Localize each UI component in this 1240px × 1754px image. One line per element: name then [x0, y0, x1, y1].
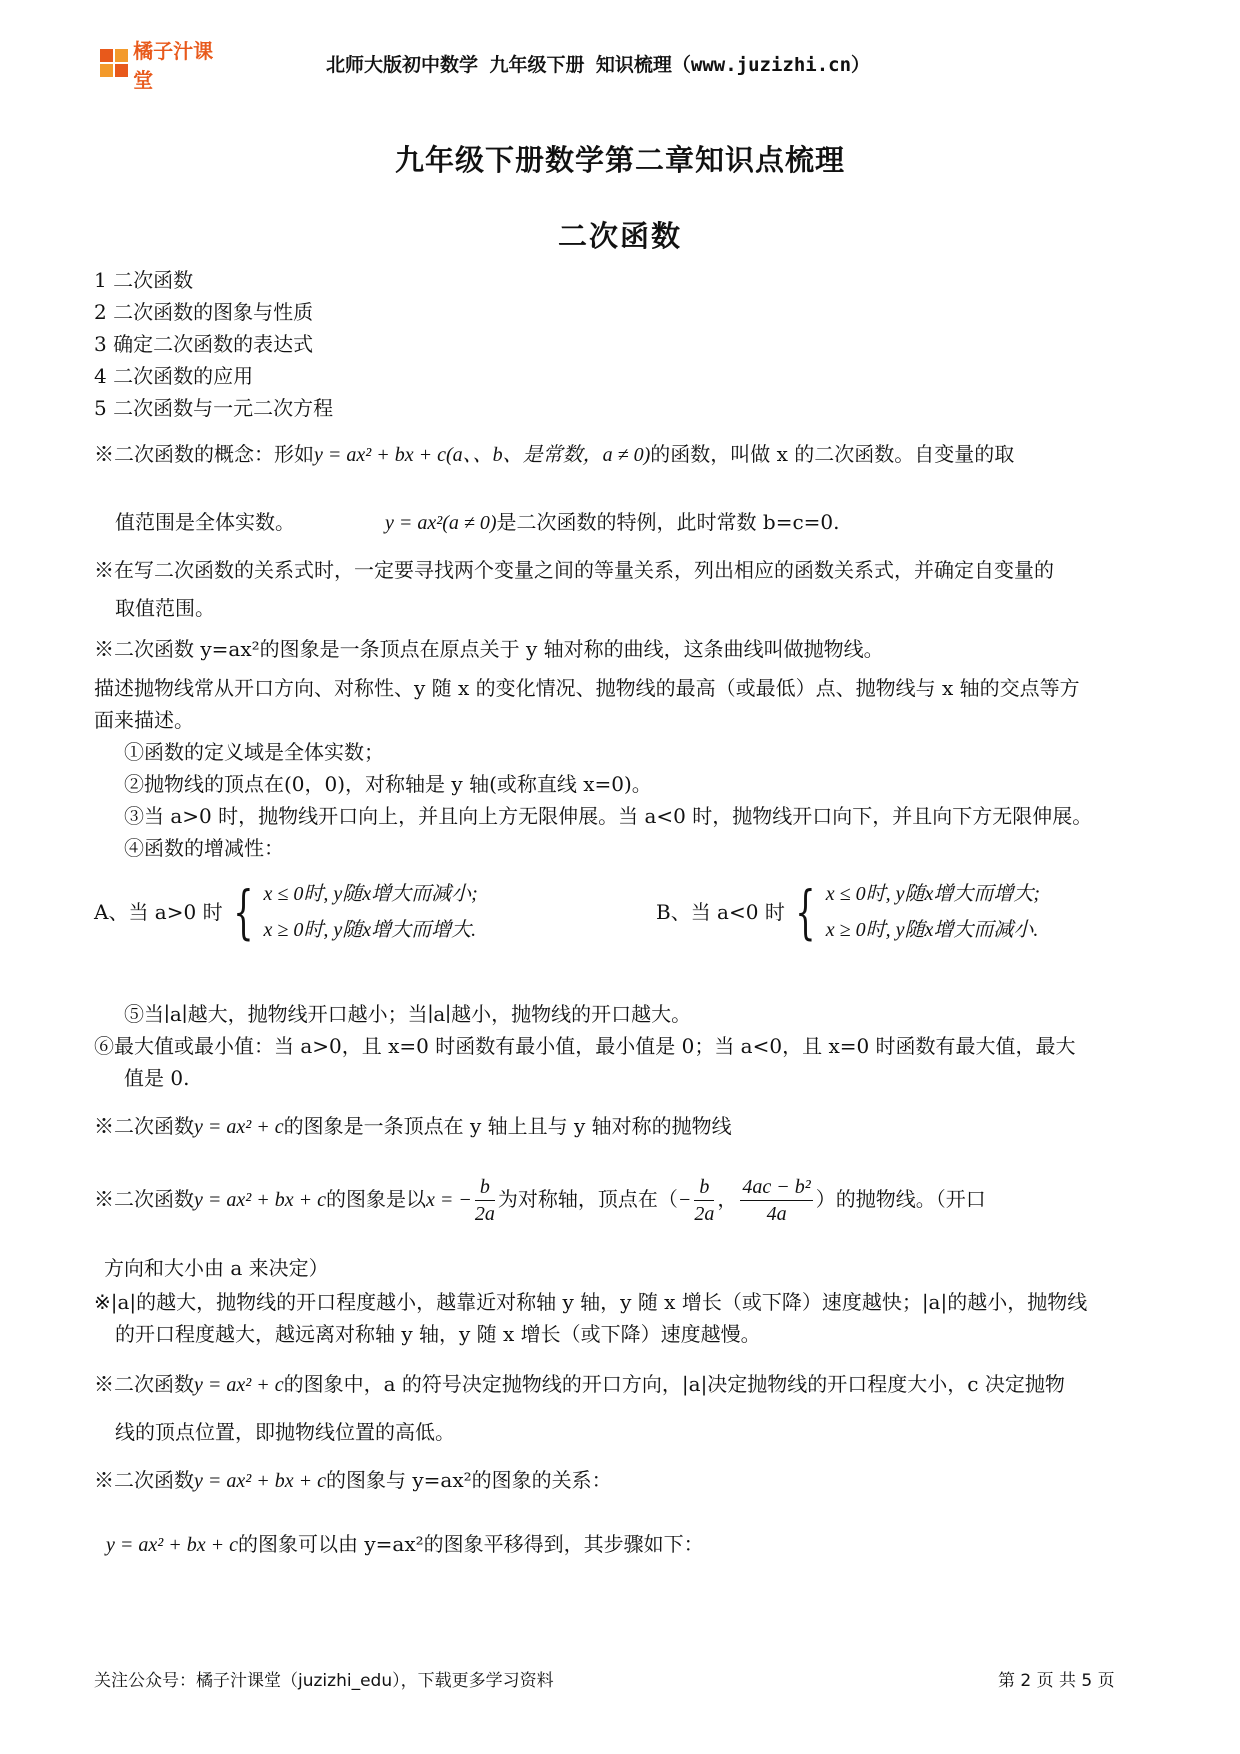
sign-note: ※二次函数y = ax² + c的图象中，a 的符号决定抛物线的开口方向，|a|决定抛物线的开口程度大小，c 决定抛物	[94, 1372, 1065, 1396]
concept-formula: y = ax² + bx + c(a、、b、是常数，a ≠ 0)	[314, 444, 651, 466]
toc-item: 2 二次函数的图象与性质	[94, 300, 314, 324]
yaxc-line: ※二次函数y = ax² + c的图象是一条顶点在 y 轴上且与 y 轴对称的抛物线	[94, 1114, 732, 1138]
toc-item: 1 二次函数	[94, 268, 194, 292]
monotonic-case-b	[656, 876, 1040, 948]
toc-item: 5 二次函数与一元二次方程	[94, 396, 334, 420]
monotonic-case-a	[94, 876, 478, 948]
write-note: ※在写二次函数的关系式时，一定要寻找两个变量之间的等量关系，列出相应的函数关系式，并确定自变量的	[94, 558, 1054, 582]
case-b-label: B、当 a<0 时	[656, 900, 785, 924]
describe-text-cont: 面来描述。	[94, 708, 194, 732]
property-item: ⑤当∣a∣越大，抛物线开口越小；当∣a∣越小，抛物线的开口越大。	[124, 1002, 692, 1026]
describe-text: 描述抛物线常从开口方向、对称性、y 随 x 的变化情况、抛物线的最高（或最低）点、抛物线与 x 轴的交点等方	[94, 676, 1080, 700]
axis-fraction: $\frac{b}{2a}$	[474, 1176, 495, 1225]
page-title: 九年级下册数学第二章知识点梳理	[394, 143, 845, 177]
page-subtitle: 二次函数	[557, 219, 682, 253]
left-brace: {	[232, 878, 254, 946]
general-form-line: ※二次函数y = ax² + bx + c的图象是以x = − $\frac{b}{2a}$ 为对称轴，顶点在（− $\frac{b}{2a}$ ， $\frac{\text{4ac − b²}}{4a}$ ）的抛物线。（开口	[94, 1176, 986, 1225]
shift-line: y = ax² + bx + c的图象可以由 y=ax²的图象平移得到，其步骤如下：	[106, 1532, 704, 1556]
special-formula: y = ax²(a ≠ 0)	[385, 512, 497, 534]
page-number: 第 2 页 共 5 页	[998, 1671, 1115, 1691]
logo-icon	[100, 49, 129, 79]
abs-a-note: ※|a|的越大，抛物线的开口程度越小，越靠近对称轴 y 轴，y 随 x 增长（或下降）速度越快；|a|的越小，抛物线	[94, 1290, 1088, 1314]
header-title: 北师大版初中数学 九年级下册 知识梳理（www.juzizhi.cn）	[326, 54, 871, 76]
case-a-label: A、当 a>0 时	[94, 900, 223, 924]
case-a-line: x ≤ 0时, y随x增大而减小;	[263, 883, 478, 905]
case-b-line: x ≥ 0时, y随x增大而减小.	[825, 919, 1039, 941]
relation-line: ※二次函数y = ax² + bx + c的图象与 y=ax²的图象的关系：	[94, 1468, 612, 1492]
toc-item: 4 二次函数的应用	[94, 364, 254, 388]
property-item: ②抛物线的顶点在(0，0)，对称轴是 y 轴(或称直线 x=0)。	[124, 772, 652, 796]
write-note-cont: 取值范围。	[115, 596, 215, 620]
abs-a-note-cont: 的开口程度越大，越远离对称轴 y 轴，y 随 x 增长（或下降）速度越慢。	[115, 1322, 761, 1346]
vertex-y-fraction: $\frac{\text{4ac − b²}}{4a}$	[742, 1176, 811, 1225]
logo-text: 橘子汁课堂	[133, 39, 214, 92]
concept-line: ※二次函数的概念：形如y = ax² + bx + c(a、、b、是常数，a ≠ 0)的函数，叫做 x 的二次函数。自变量的取	[94, 442, 1015, 466]
footer-note: 关注公众号：橘子汁课堂（juzizhi_edu），下载更多学习资料	[94, 1671, 554, 1691]
concept-line-cont: 值范围是全体实数。 y = ax²(a ≠ 0)是二次函数的特例，此时常数 b=c=0.	[115, 510, 840, 534]
case-b-line: x ≤ 0时, y随x增大而增大;	[825, 883, 1041, 905]
parabola-definition: ※二次函数 y=ax²的图象是一条顶点在原点关于 y 轴对称的曲线，这条曲线叫做抛物线。	[94, 637, 884, 661]
logo	[100, 39, 230, 92]
property-item: ③当 a>0 时，抛物线开口向上，并且向上方无限伸展。当 a<0 时，抛物线开口向下，并且向下方无限伸展。	[124, 804, 1093, 828]
property-item-cont: 值是 0.	[124, 1066, 190, 1090]
property-item: ①函数的定义域是全体实数；	[124, 740, 384, 764]
vertex-x-fraction: $\frac{b}{2a}$	[694, 1176, 715, 1225]
property-item: ④函数的增减性：	[124, 836, 284, 860]
toc-item: 3 确定二次函数的表达式	[94, 332, 314, 356]
sign-note-cont: 线的顶点位置，即抛物线位置的高低。	[115, 1420, 455, 1444]
property-item: ⑥最大值或最小值：当 a>0，且 x=0 时函数有最小值，最小值是 0；当 a<0，且 x=0 时函数有最大值，最大	[94, 1034, 1076, 1058]
left-brace: {	[795, 878, 816, 946]
general-form-cont: 方向和大小由 a 来决定）	[104, 1256, 329, 1280]
case-a-line: x ≥ 0时, y随x增大而增大.	[263, 919, 477, 941]
